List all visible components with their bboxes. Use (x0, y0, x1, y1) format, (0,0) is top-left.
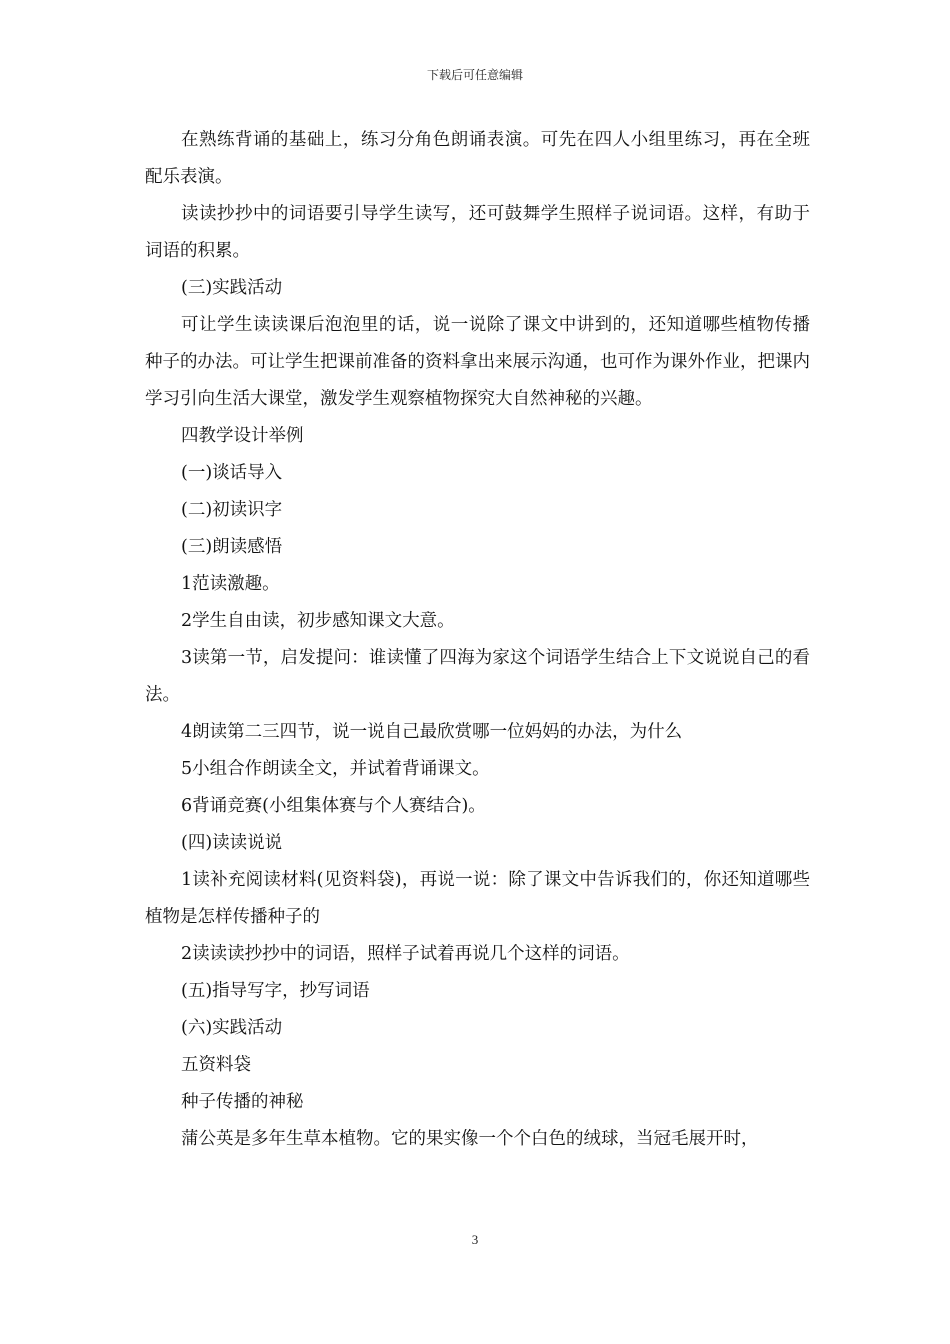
list-item: 5小组合作朗读全文，并试着背诵课文。 (181, 759, 490, 779)
paragraph: 读读抄抄中的词语要引导学生读写，还可鼓舞学生照样子说词语。这样，有助于词语的积累。 (145, 204, 810, 261)
paragraph: 蒲公英是多年生草本植物。它的果实像一个个白色的绒球，当冠毛展开时， (181, 1129, 759, 1149)
paragraph: 可让学生读读课后泡泡里的话，说一说除了课文中讲到的，还知道哪些植物传播种子的办法。可让学生把课前准备的资料拿出来展示沟通，也可作为课外作业，把课内学习引向生活大课堂，激发学生观察植物探究大自然神秘的兴趣。 (145, 315, 810, 409)
list-item: 2学生自由读，初步感知课文大意。 (181, 611, 455, 631)
paragraph: 在熟练背诵的基础上，练习分角色朗诵表演。可先在四人小组里练习，再在全班配乐表演。 (145, 130, 810, 187)
list-item: 6背诵竞赛(小组集体赛与个人赛结合)。 (181, 796, 486, 816)
page-number: 3 (471, 1232, 479, 1247)
list-item: 1读补充阅读材料(见资料袋)，再说一说：除了课文中告诉我们的，你还知道哪些植物是怎样传播种子的 (145, 870, 810, 927)
section-heading: (四)读读说说 (181, 833, 283, 853)
list-item: 1范读激趣。 (181, 574, 280, 594)
section-heading: 四教学设计举例 (181, 426, 304, 446)
list-item: 2读读读抄抄中的词语，照样子试着再说几个这样的词语。 (181, 944, 630, 964)
subsection-title: 种子传播的神秘 (181, 1092, 304, 1112)
section-heading: 五资料袋 (181, 1055, 251, 1075)
section-heading: (五)指导写字，抄写词语 (181, 981, 370, 1001)
document-body (145, 122, 810, 1158)
page-header: 下载后可任意编辑 (426, 68, 523, 82)
section-heading: (六)实践活动 (181, 1018, 283, 1038)
section-heading: (二)初读识字 (181, 500, 283, 520)
section-heading: (三)实践活动 (181, 278, 283, 298)
list-item: 3读第一节，启发提问：谁读懂了四海为家这个词语学生结合上下文说说自己的看法。 (145, 648, 810, 705)
section-heading: (三)朗读感悟 (181, 537, 283, 557)
list-item: 4朗读第二三四节，说一说自己最欣赏哪一位妈妈的办法，为什么 (181, 722, 683, 742)
section-heading: (一)谈话导入 (181, 463, 283, 483)
